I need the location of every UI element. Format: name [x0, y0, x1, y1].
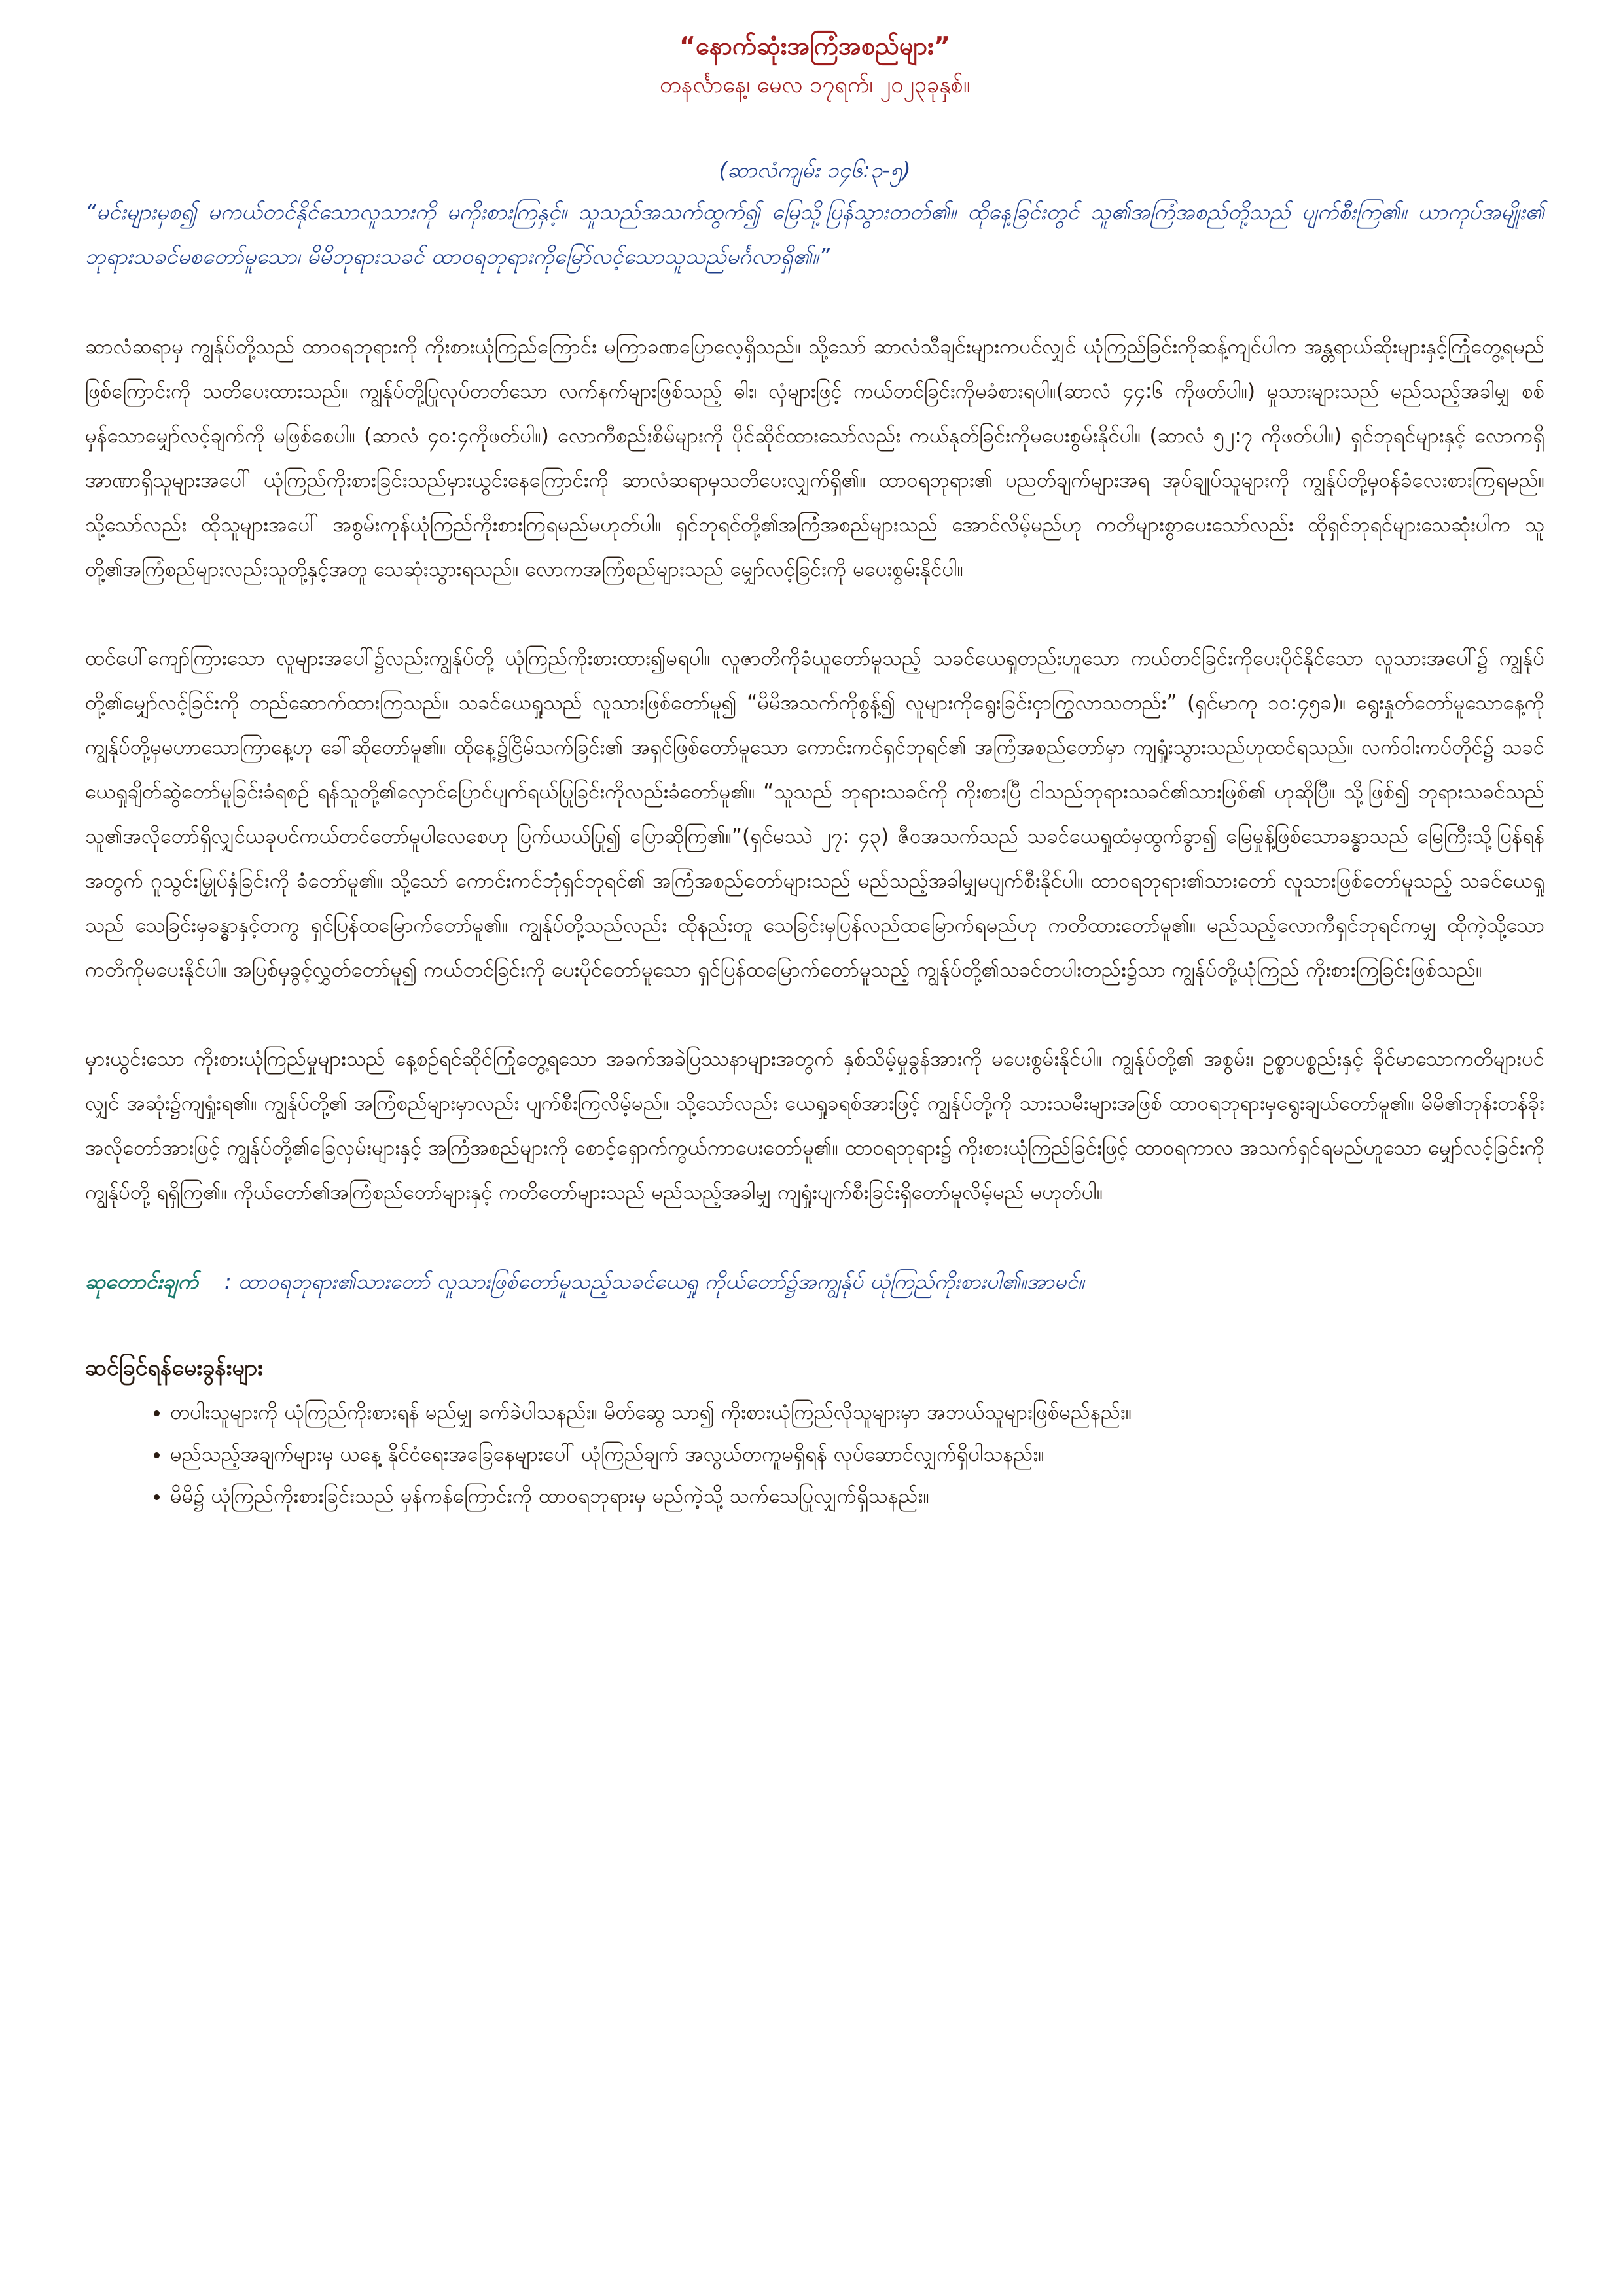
question-item: • မည်သည့်အချက်များမှ ယနေ့ နိုင်ငံရေးအခြေနေများပေါ် ယုံကြည်ချက် အလွယ်တကူမရှိရန် လုပ်ဆောင်လျှက်ရှိပါသနည်း။ [170, 1433, 1544, 1475]
prayer-label: ဆုတောင်းချက် [85, 1269, 198, 1294]
scripture-reference: (ဆာလံကျမ်း ၁၄၆:၃-၅) [719, 157, 911, 183]
body-paragraph-3: မှားယွင်းသော ကိုးစားယုံကြည်မှုများသည် နေ့စဉ်ရင်ဆိုင်ကြုံတွေ့ရသော အခက်အခဲပြဿနာများအတွက် နှစ်သိမ့်မှုခွန်အားကို မပေးစွမ်းနိုင်ပါ။ ကျွန်ုပ်တို့၏ အစွမ်း၊ ဥစ္စာပစ္စည်းနှင့် ခိုင်မာသောကတိများပင်လျှင် အဆုံး၌ကျရှုံးရ၏။ ကျွန်ုပ်တို့၏ အကြံစည်များမှာလည်း ပျက်စီးကြလိမ့်မည်။ သို့သော်လည်း ယေရှုခရစ်အားဖြင့် ကျွန်ုပ်တို့ကို သားသမီးများအဖြစ် ထာဝရဘုရားမှရွေးချယ်တော်မူ၏။ မိမိ၏ဘုန်းတန်ခိုးအလိုတော်အားဖြင့် ကျွန်ုပ်တို့၏ခြေလှမ်းများနှင့် အကြံအစည်များကို စောင့်ရှောက်ကွယ်ကာပေးတော်မူ၏။ ထာဝရဘုရား၌ ကိုးစားယုံကြည်ခြင်းဖြင့် ထာဝရကာလ အသက်ရှင်ရမည်ဟူသော မျှော်လင့်ခြင်းကို ကျွန်ုပ်တို့ ရရှိကြ၏။ ကိုယ်တော်၏အကြံစည်တော်များနှင့် ကတိတော်များသည် မည်သည့်အခါမျှ ကျရှုံးပျက်စီးခြင်းရှိတော်မူလိမ့်မည် မဟုတ်ပါ။ [85, 1047, 1544, 1204]
body-paragraph-2: ထင်ပေါ်ကျော်ကြားသော လူများအပေါ်၌လည်းကျွန်ုပ်တို့ ယုံကြည်ကိုးစားထား၍မရပါ။ လူဇာတိကိုခံယူတော်မူသည့် သခင်ယေရှုတည်းဟူသော ကယ်တင်ခြင်းကိုပေးပိုင်နိုင်သော လူသားအပေါ်၌ ကျွန်ုပ်တို့၏မျှော်လင့်ခြင်းကို တည်ဆောက်ထားကြသည်။ သခင်ယေရှုသည် လူသားဖြစ်တော်မူ၍ “မိမိအသက်ကိုစွန့်၍ လူများကိုရွေးခြင်းငှာကြွလာသတည်း” (ရှင်မာကု ၁၀:၄၅ခ)။ ရွေးနှုတ်တော်မူသောနေ့ကို ကျွန်ုပ်တို့မှမဟာသောကြာနေ့ဟု ခေါ်ဆိုတော်မူ၏။ ထိုနေ့၌ငြိမ်သက်ခြင်း၏ အရှင်ဖြစ်တော်မူသော ကောင်းကင်ရှင်ဘုရင်၏ အကြံအစည်တော်မှာ ကျရှုံးသွားသည်ဟုထင်ရသည်။ လက်ဝါးကပ်တိုင်၌ သခင်ယေရှုချိတ်ဆွဲတော်မူခြင်းခံရစဉ် ရန်သူတို့၏လှောင်ပြောင်ပျက်ရယ်ပြုခြင်းကိုလည်းခံတော်မူ၏။ “သူသည် ဘုရားသခင်ကို ကိုးစားပြီ ငါသည်ဘုရားသခင်၏သားဖြစ်၏ ဟုဆိုပြီ။ သို့ဖြစ်၍ ဘုရားသခင်သည် သူ၏အလိုတော်ရှိလျှင်ယခုပင်ကယ်တင်တော်မူပါလေစေဟု ပြက်ယယ်ပြု၍ ပြောဆိုကြ၏။”(ရှင်မဿဲ ၂၇: ၄၃) ဇီဝအသက်သည် သခင်ယေရှုထံမှထွက်ခွာ၍ မြေမှုန့်ဖြစ်သောခန္ဓာသည် မြေကြီးသို့ပြန်ရန်အတွက် ဂူသွင်းမြှုပ်နှံခြင်းကို ခံတော်မူ၏။ သို့သော် ကောင်းကင်ဘုံရှင်ဘုရင်၏ အကြံအစည်တော်များသည် မည်သည့်အခါမျှမပျက်စီးနိုင်ပါ။ ထာဝရဘုရား၏သားတော် လူသားဖြစ်တော်မူသည့် သခင်ယေရှုသည် သေခြင်းမှခန္ဓာနှင့်တကွ ရှင်ပြန်ထမြောက်တော်မူ၏။ ကျွန်ုပ်တို့သည်လည်း ထိုနည်းတူ သေခြင်းမှပြန်လည်ထမြောက်ရမည်ဟု ကတိထားတော်မူ၏။ မည်သည့်လောကီရှင်ဘုရင်ကမျှ ထိုကဲ့သို့သော ကတိကိုမပေးနိုင်ပါ။ အပြစ်မှခွင့်လွှတ်တော်မူ၍ ကယ်တင်ခြင်းကို ပေးပိုင်တော်မူသော ရှင်ပြန်ထမြောက်တော်မူသည့် ကျွန်ုပ်တို့၏သခင်တပါးတည်း၌သာ ကျွန်ုပ်တို့ယုံကြည် ကိုးစားကြခြင်းဖြစ်သည်။ [85, 647, 1544, 982]
questions-heading: ဆင်ခြင်ရန်မေးခွန်းများ [85, 1355, 263, 1381]
questions-list [85, 1391, 1544, 1517]
prayer-section [85, 1259, 1544, 1304]
prayer-text: : ထာဝရဘုရား၏သားတော် လူသားဖြစ်တော်မူသည့်သခင်ယေရှု ကိုယ်တော်၌အကျွန်ုပ် ယုံကြည်ကိုးစားပါ၏။အာမင်။ [224, 1269, 1084, 1294]
page-date: တနင်္လာနေ့၊ မေလ ၁၇ရက်၊ ၂၀၂၃ခုနှစ်။ [659, 72, 971, 98]
question-item: • တပါးသူများကို ယုံကြည်ကိုးစားရန် မည်မျှ ခက်ခဲပါသနည်း။ မိတ်ဆွေ သာ၍ ကိုးစားယုံကြည်လိုသူများမှာ အဘယ်သူများဖြစ်မည်နည်း။ [170, 1391, 1544, 1433]
page-title: “နောက်ဆုံးအကြံအစည်များ” [679, 31, 950, 60]
scripture-quote: “မင်းများမှစ၍ မကယ်တင်နိုင်သောလူသားကို မကိုးစားကြနှင့်။ သူသည်အသက်ထွက်၍ မြေသို့ပြန်သွားတတ်၏။ ထိုနေ့ခြင်းတွင် သူ၏အကြံအစည်တို့သည် ပျက်စီးကြ၏။ ယာကုပ်အမျိုး၏ ဘုရားသခင်မစတော်မူသော၊ မိမိဘုရားသခင် ထာဝရဘုရားကိုမြော်လင့်သောသူသည်မင်္ဂလာရှိ၏။” [85, 199, 1544, 269]
devotional-page [85, 26, 1544, 1517]
question-item: • မိမိ၌ ယုံကြည်ကိုးစားခြင်းသည် မှန်ကန်ကြောင်းကို ထာဝရဘုရားမှ မည်ကဲ့သို့ သက်သေပြုလျှက်ရှိသနည်း။ [170, 1475, 1544, 1517]
body-paragraph-1: ဆာလံဆရာမှ ကျွန်ုပ်တို့သည် ထာဝရဘုရားကို ကိုးစားယုံကြည်ကြောင်း မကြာခဏပြောလေ့ရှိသည်။ သို့သော် ဆာလံသီချင်းများကပင်လျှင် ယုံကြည်ခြင်းကိုဆန့်ကျင်ပါက အန္တရာယ်ဆိုးများနှင့်ကြုံတွေ့ရမည်ဖြစ်ကြောင်းကို သတိပေးထားသည်။ ကျွန်ုပ်တို့ပြုလုပ်တတ်သော လက်နက်များဖြစ်သည့် ဓါး၊ လှံများဖြင့် ကယ်တင်ခြင်းကိုမခံစားရပါ။(ဆာလံ ၄၄:၆ ကိုဖတ်ပါ။) မှုသားများသည် မည်သည့်အခါမျှ စစ်မှန်သောမျှော်လင့်ချက်ကို မဖြစ်စေပါ။ (ဆာလံ ၄၀:၄ကိုဖတ်ပါ။) လောကီစည်းစိမ်များကို ပိုင်ဆိုင်ထားသော်လည်း ကယ်နုတ်ခြင်းကိုမပေးစွမ်းနိုင်ပါ။ (ဆာလံ ၅၂:၇ ကိုဖတ်ပါ။) ရှင်ဘုရင်များနှင့် လောကရှိအာဏာရှိသူများအပေါ် ယုံကြည်ကိုးစားခြင်းသည်မှားယွင်းနေကြောင်းကို ဆာလံဆရာမှသတိပေးလျှက်ရှိ၏။ ထာဝရဘုရား၏ ပညတ်ချက်များအရ အုပ်ချုပ်သူများကို ကျွန်ုပ်တို့မှဝန်ခံလေးစားကြရမည်။ သို့သော်လည်း ထိုသူများအပေါ် အစွမ်းကုန်ယုံကြည်ကိုးစားကြရမည်မဟုတ်ပါ။ ရှင်ဘုရင်တို့၏အကြံအစည်များသည် အောင်လိမ့်မည်ဟု ကတိများစွာပေးသော်လည်း ထိုရှင်ဘုရင်များသေဆုံးပါက သူတို့၏အကြံစည်များလည်းသူတို့နှင့်အတူ သေဆုံးသွားရသည်။ လောကအကြံစည်များသည် မျှော်လင့်ခြင်းကို မပေးစွမ်းနိုင်ပါ။ [85, 335, 1544, 581]
